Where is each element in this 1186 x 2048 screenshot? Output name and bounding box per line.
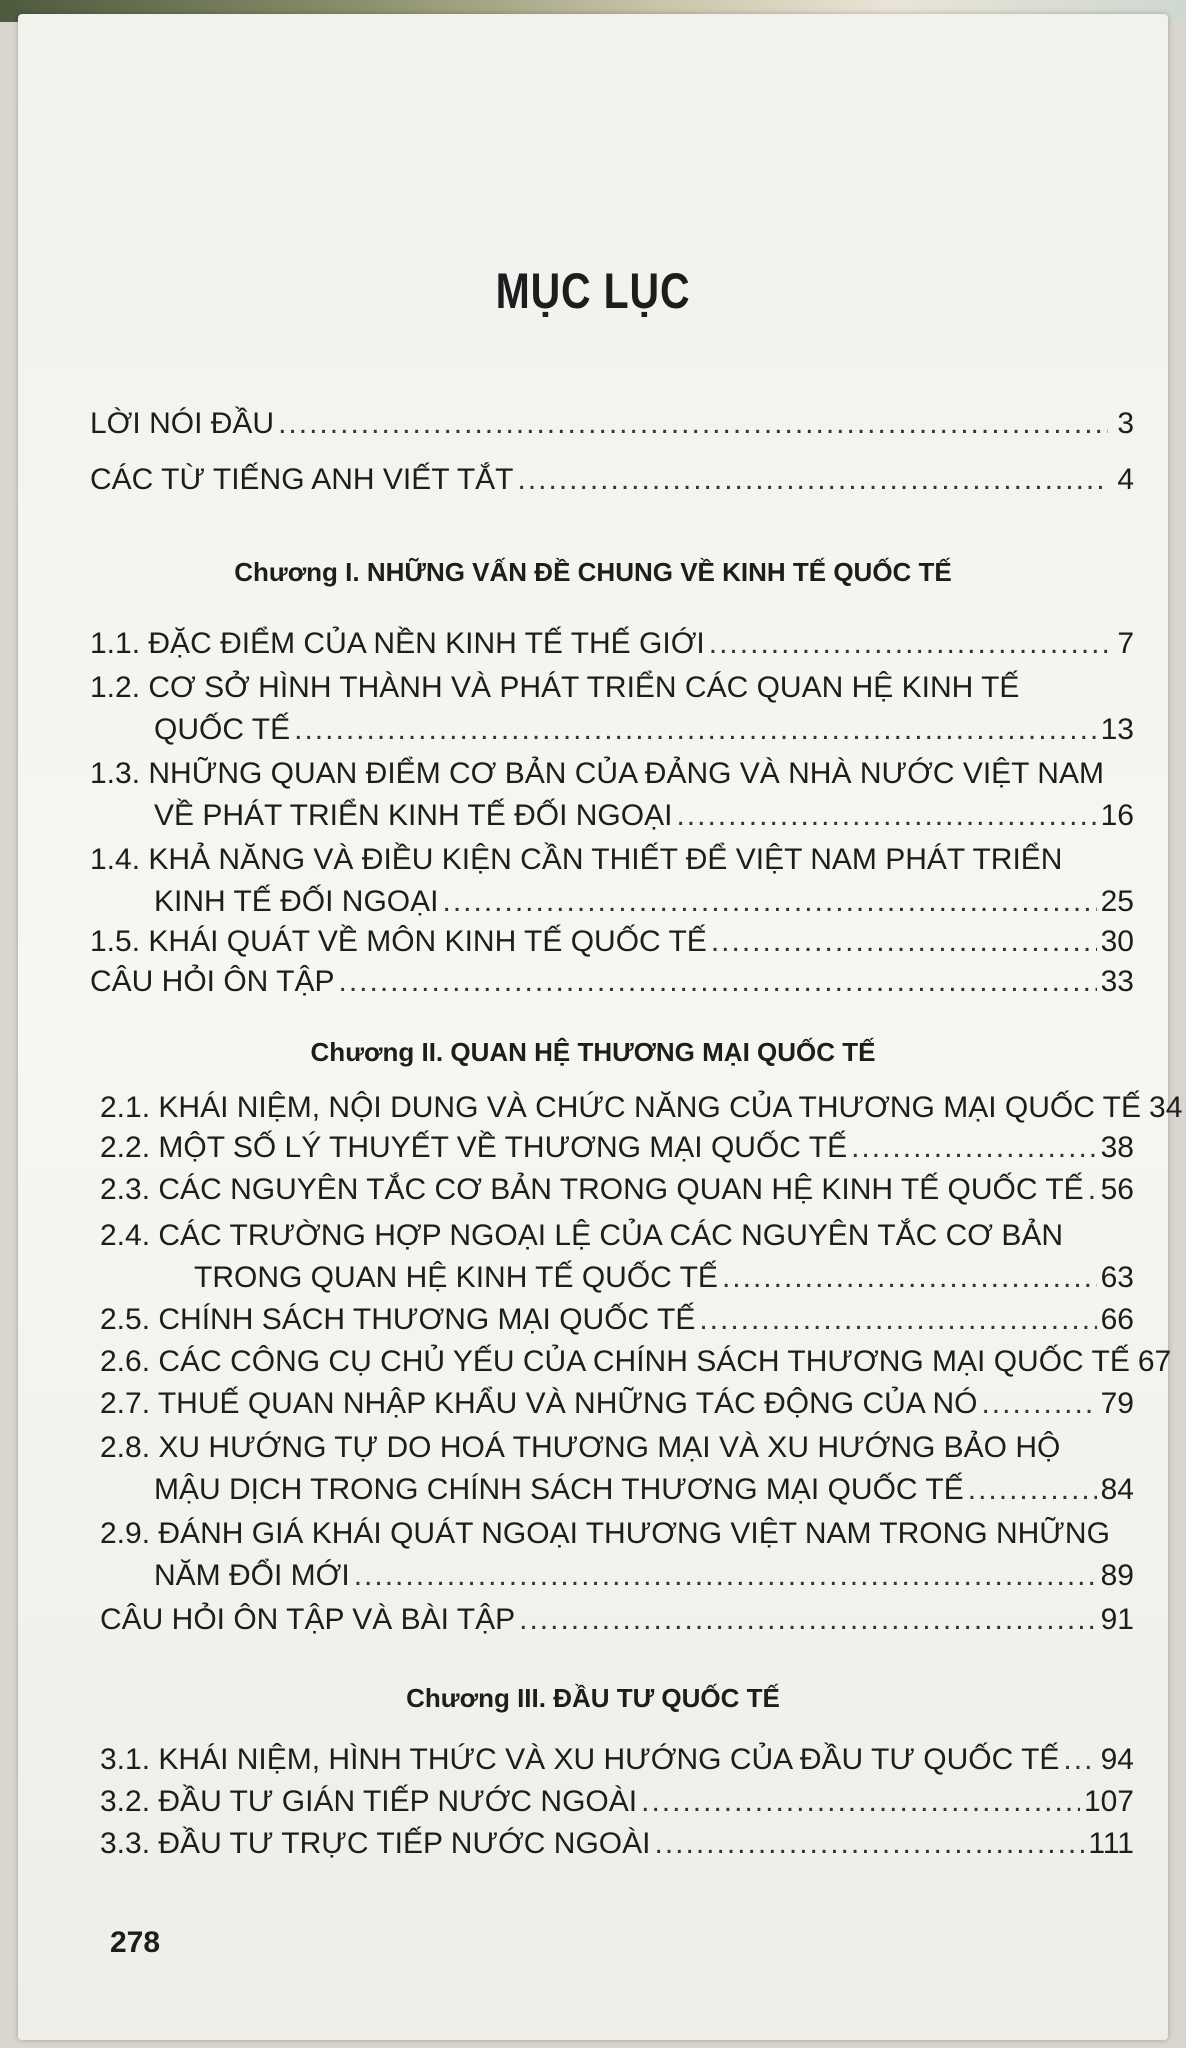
toc-entry-text: 3.2. ĐẦU TƯ GIÁN TIẾP NƯỚC NGOÀI [100,1785,638,1818]
page-title: MỤC LỤC [495,263,691,319]
toc-page-number: 84 [1100,1473,1134,1506]
toc-page-number: 25 [1100,885,1134,918]
toc-entry-1-2-line1[interactable]: 1.2. CƠ SỞ HÌNH THÀNH VÀ PHÁT TRIỂN CÁC QUAN HỆ KINH TẾ [90,671,1020,704]
toc-entry-text: LỜI NÓI ĐẦU [90,407,275,440]
toc-entry-text: 2.7. THUẾ QUAN NHẬP KHẨU VÀ NHỮNG TÁC ĐỘNG CỦA NÓ [100,1387,978,1420]
toc-entry-text: CÂU HỎI ÔN TẬP [90,965,335,998]
chapter-2-heading: Chương II. QUAN HỆ THƯƠNG MẠI QUỐC TẾ [310,1037,876,1067]
dot-leader [443,884,1097,920]
dot-leader [518,462,1109,498]
toc-entry-text: 1.5. KHÁI QUÁT VỀ MÔN KINH TẾ QUỐC TẾ [90,925,707,958]
toc-page-number: 107 [1083,1785,1134,1818]
toc-entry-text: 2.3. CÁC NGUYÊN TẮC CƠ BẢN TRONG QUAN HỆ KINH TẾ QUỐC TẾ [100,1173,1084,1206]
toc-page-number: 66 [1100,1303,1134,1336]
toc-entry-2-1[interactable] [100,1090,1183,1126]
toc-entry-2-6[interactable] [100,1344,1172,1380]
dot-leader [294,712,1096,748]
toc-entry-1-4-line1[interactable]: 1.4. KHẢ NĂNG VÀ ĐIỀU KIỆN CẦN THIẾT ĐỂ VIỆT NAM PHÁT TRIỂN [90,843,1063,876]
dot-leader [851,1130,1097,1166]
toc-page-number: 67 [1137,1345,1172,1378]
toc-page-number: 33 [1100,965,1134,998]
toc-page-number: 34 [1149,1091,1183,1124]
toc-entry-text: 2.2. MỘT SỐ LÝ THUYẾT VỀ THƯƠNG MẠI QUỐC TẾ [100,1131,848,1164]
toc-entry-3-1[interactable] [100,1742,1134,1778]
toc-entry-preface[interactable] [90,406,1134,442]
toc-page-number: 4 [1117,463,1134,496]
toc-entry-text: NĂM ĐỔI MỚI [154,1559,350,1592]
dot-leader [711,924,1097,960]
toc-page-number: 94 [1100,1743,1134,1776]
dot-leader [722,1260,1097,1296]
toc-entry-text: MẬU DỊCH TRONG CHÍNH SÁCH THƯƠNG MẠI QUỐC TẾ [154,1473,964,1506]
toc-page-number: 89 [1100,1559,1134,1592]
toc-entry-1-3[interactable] [154,798,1134,834]
toc-entry-2-4[interactable] [194,1260,1134,1296]
toc-entry-text: 1.1. ĐẶC ĐIỂM CỦA NỀN KINH TẾ THẾ GIỚI [90,627,705,660]
toc-entry-2-8-line1[interactable]: 2.8. XU HƯỚNG TỰ DO HOÁ THƯƠNG MẠI VÀ XU HƯỚNG BẢO HỘ [100,1431,1061,1464]
toc-page-number: 16 [1100,799,1134,832]
toc-page-number: 30 [1100,925,1134,958]
toc-entry-2-9[interactable] [154,1558,1134,1594]
dot-leader [519,1602,1097,1638]
toc-entry-1-2[interactable] [154,712,1134,748]
toc-page-number: 79 [1100,1387,1134,1420]
toc-entry-text: 3.1. KHÁI NIỆM, HÌNH THỨC VÀ XU HƯỚNG CỦA ĐẦU TƯ QUỐC TẾ [100,1743,1060,1776]
toc-entry-2-3[interactable] [100,1172,1134,1208]
toc-entry-2-9-line1[interactable]: 2.9. ĐÁNH GIÁ KHÁI QUÁT NGOẠI THƯƠNG VIỆT NAM TRONG NHỮNG [100,1517,1110,1550]
dot-leader [354,1558,1097,1594]
toc-entry-abbreviations[interactable] [90,462,1134,498]
toc-page-number: 3 [1117,407,1134,440]
dot-leader [676,798,1096,834]
toc-page-number: 38 [1100,1131,1134,1164]
toc-entry-text: VỀ PHÁT TRIỂN KINH TẾ ĐỐI NGOẠI [154,799,673,832]
book-page [18,14,1183,2040]
toc-entry-text: CÂU HỎI ÔN TẬP VÀ BÀI TẬP [100,1603,516,1636]
toc-page-number: 111 [1088,1827,1134,1860]
dot-leader [699,1302,1096,1338]
toc-entry-2-2[interactable] [100,1130,1134,1166]
chapter-1-heading: Chương I. NHỮNG VẤN ĐỀ CHUNG VỀ KINH TẾ QUỐC TẾ [234,557,952,587]
toc-entry-1-4[interactable] [154,884,1134,920]
toc-entry-text: 2.6. CÁC CÔNG CỤ CHỦ YẾU CỦA CHÍNH SÁCH THƯƠNG MẠI QUỐC TẾ [100,1345,1130,1378]
dot-leader [709,626,1108,662]
dot-leader [338,964,1096,1000]
toc-page-number: 63 [1100,1261,1134,1294]
dot-leader [968,1472,1097,1508]
toc-page-number: 91 [1100,1603,1134,1636]
dot-leader [1088,1172,1097,1208]
dot-leader [981,1386,1096,1422]
dot-leader [1063,1742,1096,1778]
dot-leader [278,406,1108,442]
toc-entry-1-5[interactable] [90,924,1134,960]
toc-entry-2-7[interactable] [100,1386,1134,1422]
dot-leader [655,1826,1085,1862]
toc-page-number: 13 [1100,713,1134,746]
toc-page-number: 56 [1100,1173,1134,1206]
toc-entry-1-1[interactable] [90,626,1134,662]
toc-entry-text: 2.5. CHÍNH SÁCH THƯƠNG MẠI QUỐC TẾ [100,1303,696,1336]
toc-entry-review-1[interactable] [90,964,1134,1000]
toc-entry-text: TRONG QUAN HỆ KINH TẾ QUỐC TẾ [194,1261,718,1294]
toc-entry-text: KINH TẾ ĐỐI NGOẠI [154,885,439,918]
toc-entry-review-2[interactable] [100,1602,1134,1638]
toc-entry-3-2[interactable] [100,1784,1134,1820]
toc-entry-2-4-line1[interactable]: 2.4. CÁC TRƯỜNG HỢP NGOẠI LỆ CỦA CÁC NGUYÊN TẮC CƠ BẢN [100,1219,1064,1252]
toc-entry-3-3[interactable] [100,1826,1134,1862]
chapter-3-heading: Chương III. ĐẦU TƯ QUỐC TẾ [406,1683,780,1713]
toc-entry-text: QUỐC TẾ [154,713,291,746]
toc-page-number: 7 [1117,627,1134,660]
toc-entry-text: CÁC TỪ TIẾNG ANH VIẾT TẮT [90,463,514,496]
page-number: 278 [110,1926,161,1959]
toc-entry-text: 2.1. KHÁI NIỆM, NỘI DUNG VÀ CHỨC NĂNG CỦA THƯƠNG MẠI QUỐC TẾ [100,1091,1142,1124]
toc-entry-text: 3.3. ĐẦU TƯ TRỰC TIẾP NƯỚC NGOÀI [100,1827,651,1860]
toc-entry-2-8[interactable] [154,1472,1134,1508]
toc-entry-1-3-line1[interactable]: 1.3. NHỮNG QUAN ĐIỂM CƠ BẢN CỦA ĐẢNG VÀ NHÀ NƯỚC VIỆT NAM [90,757,1104,790]
toc-entry-2-5[interactable] [100,1302,1134,1338]
dot-leader [641,1784,1080,1820]
